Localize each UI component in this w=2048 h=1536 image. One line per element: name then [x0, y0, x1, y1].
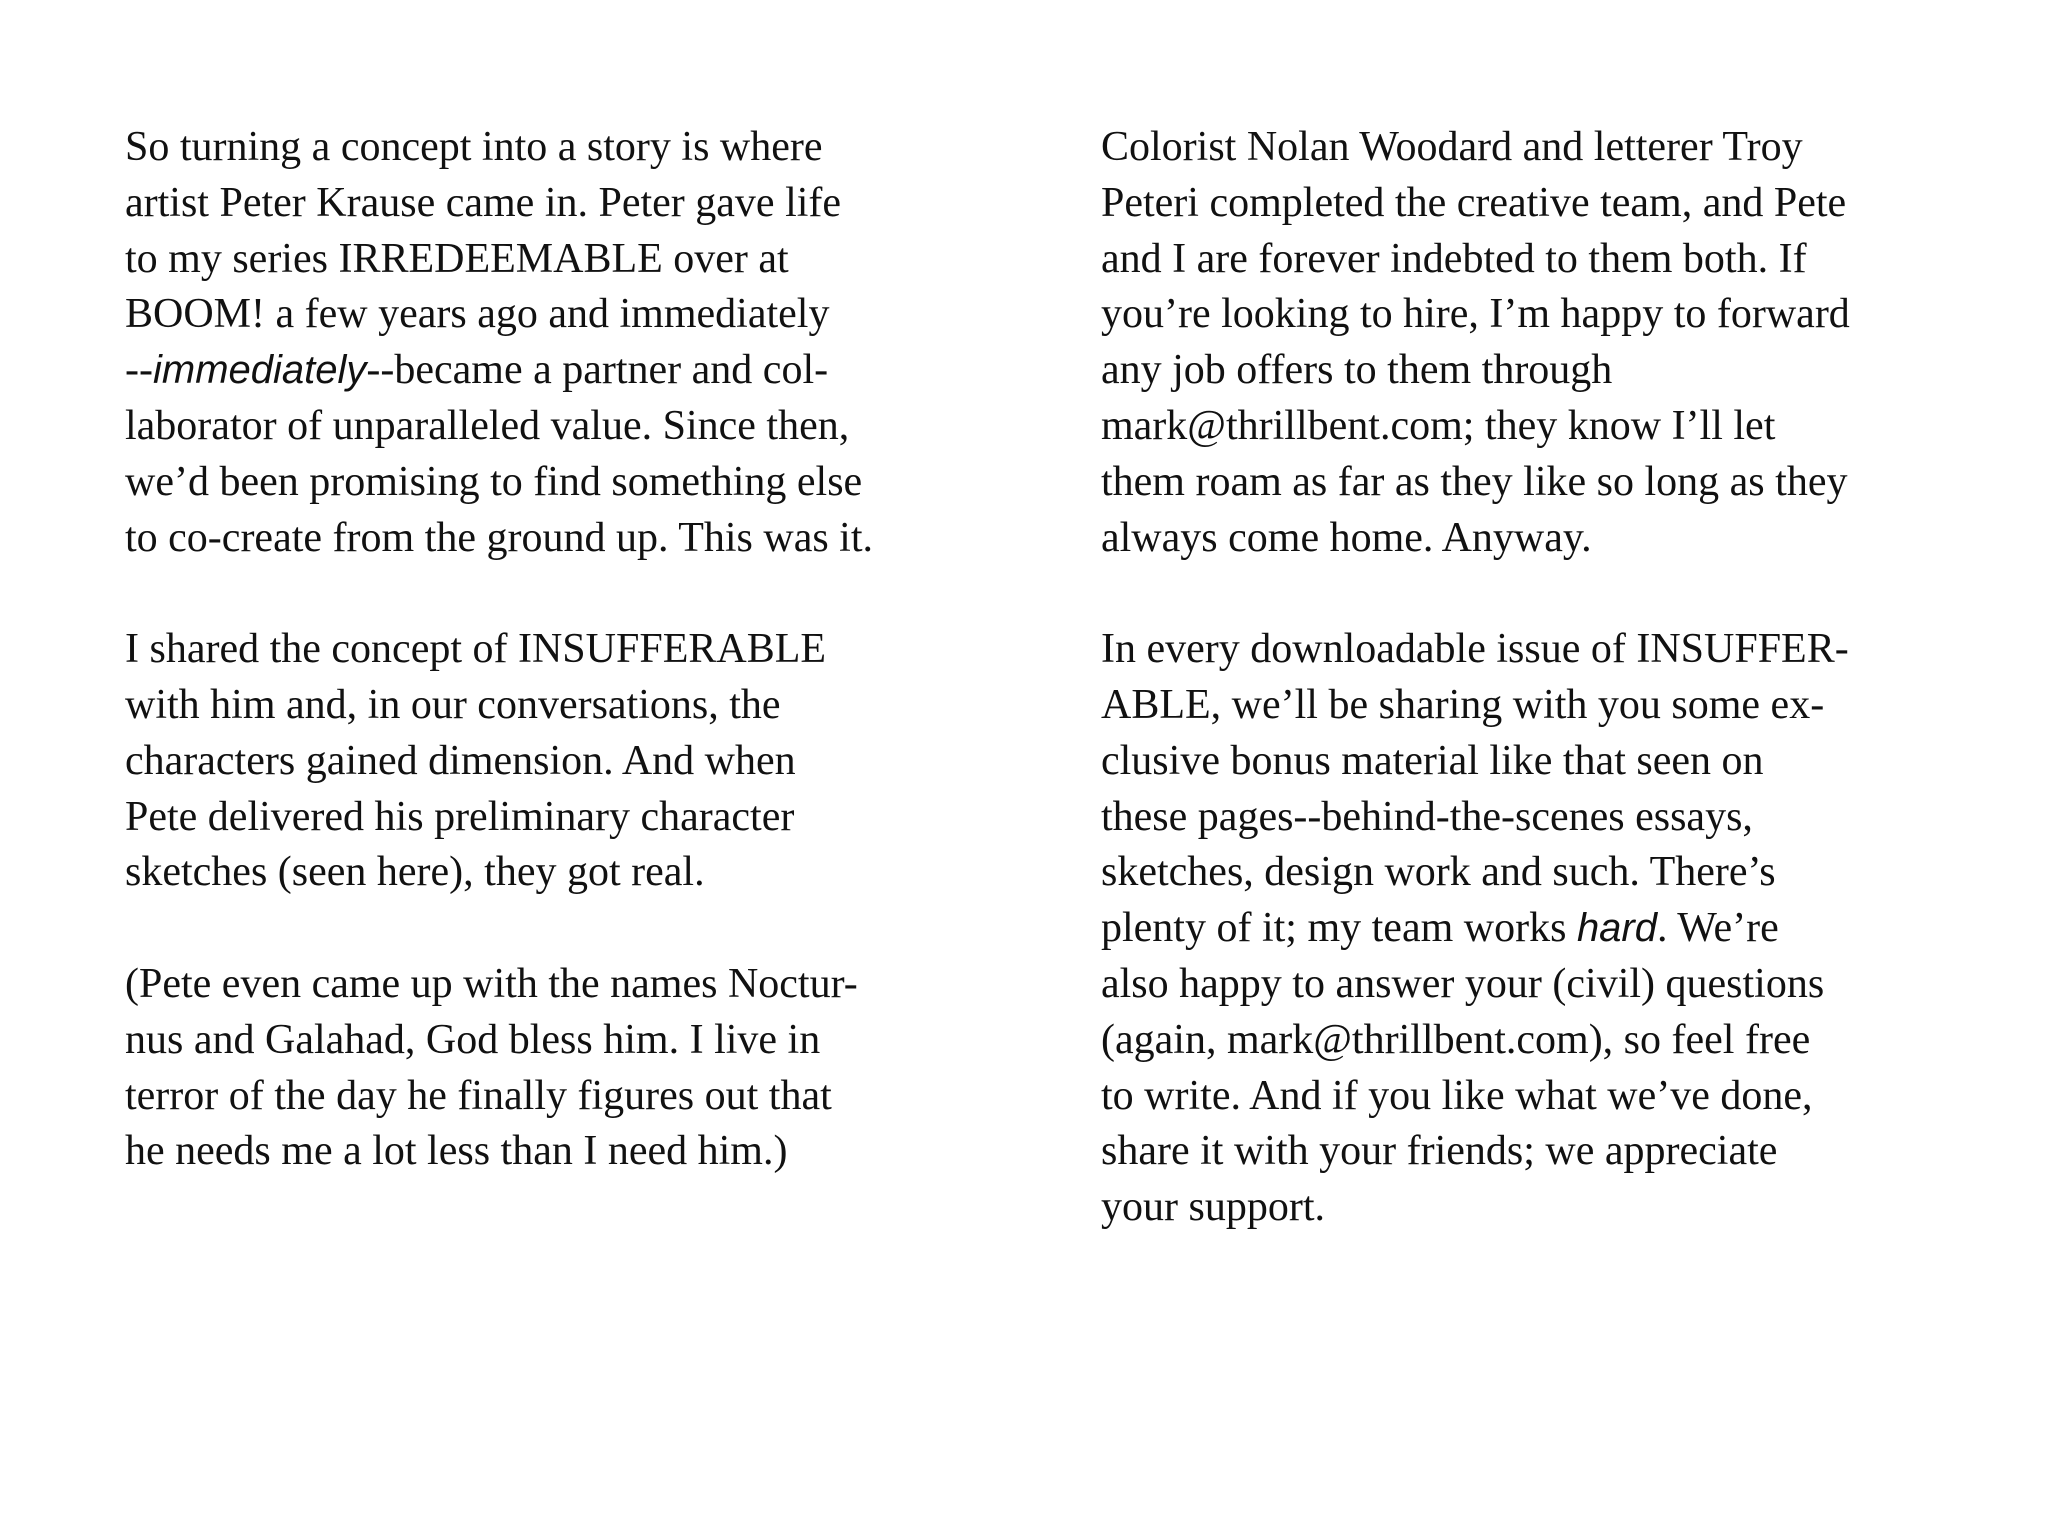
text-segment: -- [125, 347, 153, 394]
paragraph-bonus-material [1101, 622, 1961, 1236]
text-line: So turning a concept into a story is where [125, 124, 823, 170]
text-line: sketches, design work and such. There’s [1101, 849, 1776, 896]
emphasized-word: immediately [152, 348, 367, 393]
text-segment: plenty of it; my team works [1101, 905, 1577, 952]
text-line: ABLE, we’ll be sharing with you some ex- [1101, 681, 1825, 728]
paragraph-creative-team [1101, 120, 1961, 566]
text-line: always come home. Anyway. [1101, 514, 1592, 561]
text-line: In every downloadable issue of INSUFFER- [1101, 626, 1849, 673]
text-line: clusive bonus material like that seen on [1101, 737, 1764, 784]
text-line: he needs me a lot less than I need him.) [125, 1128, 788, 1175]
text-line: share it with your friends; we appreciate [1101, 1128, 1778, 1175]
right-text-column [1101, 120, 1961, 1292]
text-line: also happy to answer your (civil) questions [1101, 960, 1825, 1007]
text-line: with him and, in our conversations, the [125, 681, 781, 728]
text-line: we’d been promising to find something else [125, 458, 863, 505]
text-line: laborator of unparalleled value. Since then, [125, 402, 850, 449]
text-line: mark@thrillbent.com; they know I’ll let [1101, 402, 1776, 449]
paragraph-peter-krause [125, 120, 985, 566]
text-line: any job offers to them through [1101, 347, 1613, 394]
text-line: to co-create from the ground up. This was it. [125, 514, 874, 561]
text-line: you’re looking to hire, I’m happy to forward [1101, 291, 1850, 338]
text-line: to write. And if you like what we’ve done, [1101, 1072, 1813, 1119]
text-line: Pete delivered his preliminary character [125, 793, 795, 840]
emphasized-word: hard [1576, 906, 1657, 951]
text-segment: . We’re [1657, 905, 1779, 952]
text-line [1101, 901, 1961, 957]
text-line: Peteri completed the creative team, and Pete [1101, 179, 1847, 226]
paragraph-character-names [125, 957, 985, 1180]
text-line: to my series IRREDEEMABLE over at [125, 235, 789, 282]
text-segment: --became a partner and col- [366, 347, 829, 394]
text-line: nus and Galahad, God bless him. I live in [125, 1016, 821, 1063]
left-text-column [125, 120, 985, 1236]
text-line: your support. [1101, 1184, 1325, 1231]
text-line: them roam as far as they like so long as they [1101, 458, 1848, 505]
paragraph-concept-shared [125, 622, 985, 901]
text-line: (again, mark@thrillbent.com), so feel free [1101, 1016, 1811, 1063]
text-line: characters gained dimension. And when [125, 737, 796, 784]
text-line: I shared the concept of INSUFFERABLE [125, 626, 827, 673]
text-line: and I are forever indebted to them both. If [1101, 235, 1807, 282]
text-line: these pages--behind-the-scenes essays, [1101, 793, 1753, 840]
text-line: sketches (seen here), they got real. [125, 849, 705, 896]
text-line: Colorist Nolan Woodard and letterer Troy [1101, 124, 1803, 170]
text-line [125, 343, 985, 399]
text-line: BOOM! a few years ago and immediately [125, 291, 830, 338]
text-line: (Pete even came up with the names Noctur- [125, 960, 858, 1007]
text-line: artist Peter Krause came in. Peter gave life [125, 179, 842, 226]
text-line: terror of the day he finally figures out that [125, 1072, 832, 1119]
